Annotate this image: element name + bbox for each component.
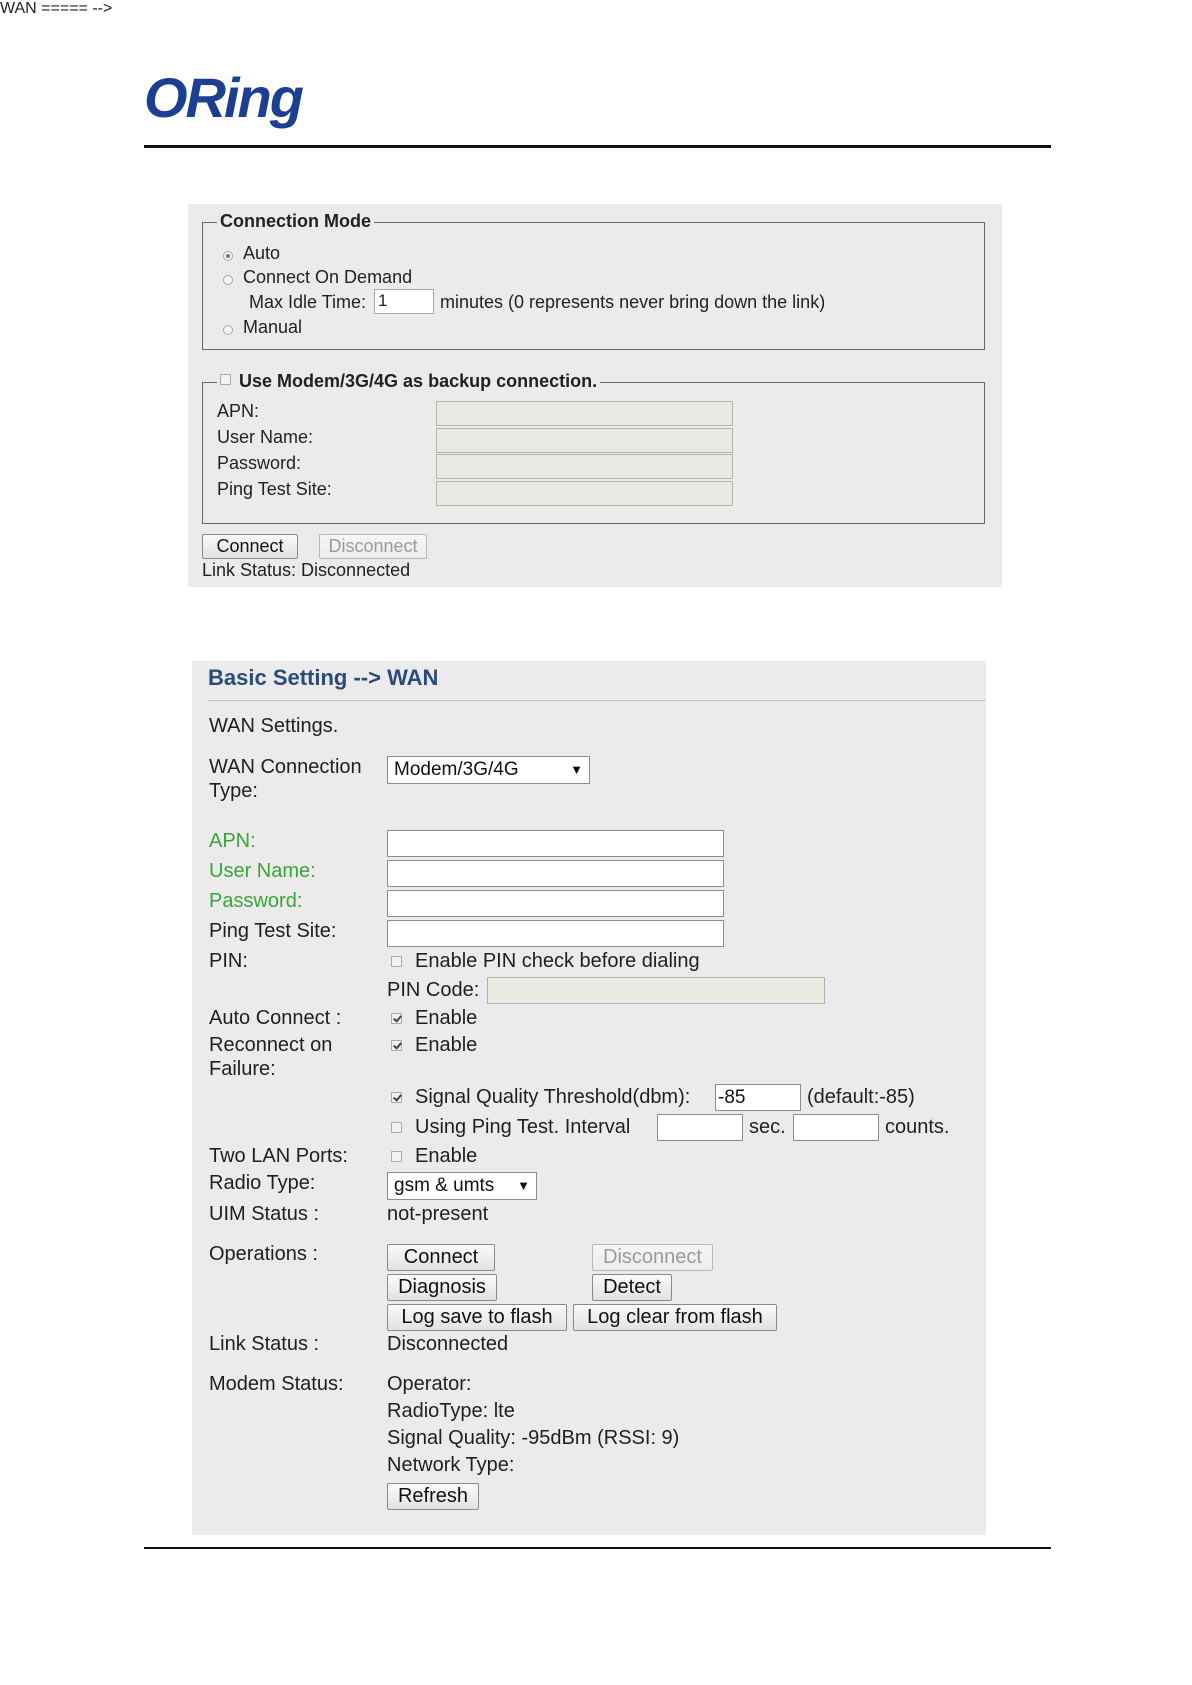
pin-code-label: PIN Code: <box>387 979 480 1001</box>
reconnect-label-line2: Failure: <box>209 1058 276 1080</box>
backup-password-label: Password: <box>217 453 302 473</box>
password-input[interactable] <box>387 890 724 917</box>
dropdown-arrow-icon: ▼ <box>570 762 583 777</box>
radio-type-label: Radio Type: <box>209 1172 316 1194</box>
auto-connect-check-label: Enable <box>415 1007 478 1029</box>
modem-network-type: Network Type: <box>387 1454 515 1476</box>
wan-type-value: Modem/3G/4G <box>394 759 519 780</box>
backup-ping-label: Ping Test Site: <box>217 479 332 499</box>
modem-radio-type: RadioType: lte <box>387 1400 515 1422</box>
link-status-value: Disconnected <box>387 1333 509 1355</box>
wan-type-label-line2: Type: <box>209 780 258 802</box>
panel1-connect-button[interactable]: Connect <box>202 534 298 559</box>
radio-auto-label: Auto <box>243 243 281 263</box>
username-label: User Name: <box>209 860 316 882</box>
radio-type-value: gsm & umts <box>394 1175 495 1196</box>
title-divider <box>208 700 986 701</box>
pin-check-checkbox[interactable] <box>391 956 402 967</box>
oring-logo: ORing <box>144 66 302 129</box>
pin-label: PIN: <box>209 950 248 972</box>
backup-checkbox[interactable] <box>220 374 231 385</box>
auto-connect-checkbox[interactable] <box>391 1013 402 1024</box>
wan-type-select[interactable] <box>387 756 590 784</box>
backup-apn-input[interactable] <box>436 401 733 426</box>
password-label: Password: <box>209 890 303 912</box>
backup-apn-label: APN: <box>217 401 260 421</box>
reconnect-checkbox[interactable] <box>391 1040 402 1051</box>
signal-threshold-label: Signal Quality Threshold(dbm): <box>415 1086 691 1108</box>
ping-test-label: Using Ping Test. Interval <box>415 1116 631 1138</box>
detect-button[interactable]: Detect <box>592 1274 672 1301</box>
modem-signal-quality: Signal Quality: -95dBm (RSSI: 9) <box>387 1427 680 1449</box>
wan-type-label-line1: WAN Connection <box>209 756 362 778</box>
two-lan-check-label: Enable <box>415 1145 478 1167</box>
radio-manual[interactable] <box>223 325 233 335</box>
header-divider <box>144 145 1051 148</box>
radio-connect-on-demand[interactable] <box>223 275 233 285</box>
ping-site-label: Ping Test Site: <box>209 920 337 942</box>
dropdown-arrow-icon: ▼ <box>517 1178 530 1193</box>
signal-threshold-checkbox[interactable] <box>391 1092 402 1103</box>
radio-type-select[interactable] <box>387 1172 537 1200</box>
backup-legend <box>217 371 600 392</box>
diagnosis-button[interactable]: Diagnosis <box>387 1274 497 1301</box>
signal-threshold-input[interactable]: -85 <box>715 1084 801 1111</box>
counts-label: counts. <box>885 1116 950 1138</box>
backup-password-input[interactable] <box>436 454 733 479</box>
max-idle-input[interactable]: 1 <box>374 289 434 314</box>
max-idle-label: Max Idle Time: <box>249 292 367 312</box>
wan-settings-subtitle: WAN Settings. <box>209 715 339 737</box>
signal-threshold-default: (default:-85) <box>807 1086 915 1108</box>
apn-label: APN: <box>209 830 256 852</box>
operations-label: Operations : <box>209 1243 318 1265</box>
sec-label: sec. <box>749 1116 786 1138</box>
log-save-button[interactable]: Log save to flash <box>387 1304 567 1331</box>
apn-input[interactable] <box>387 830 724 857</box>
disconnect-button[interactable]: Disconnect <box>592 1244 713 1271</box>
connection-mode-panel <box>188 204 1002 587</box>
pin-check-label: Enable PIN check before dialing <box>415 950 700 972</box>
connection-mode-legend: Connection Mode <box>217 211 374 232</box>
ping-interval-input[interactable] <box>657 1114 743 1141</box>
ping-site-input[interactable] <box>387 920 724 947</box>
modem-operator: Operator: <box>387 1373 472 1395</box>
pin-code-input[interactable] <box>487 977 825 1004</box>
reconnect-check-label: Enable <box>415 1034 478 1056</box>
uim-status-value: not-present <box>387 1203 489 1225</box>
backup-legend-text: Use Modem/3G/4G as backup connection. <box>239 371 598 391</box>
connect-button[interactable]: Connect <box>387 1244 495 1271</box>
max-idle-hint: minutes (0 represents never bring down the link) <box>440 292 826 312</box>
backup-ping-input[interactable] <box>436 481 733 506</box>
ping-counts-input[interactable] <box>793 1114 879 1141</box>
ping-test-checkbox[interactable] <box>391 1122 402 1133</box>
uim-status-label: UIM Status : <box>209 1203 320 1225</box>
panel1-link-status: Link Status: Disconnected <box>202 560 411 580</box>
two-lan-label: Two LAN Ports: <box>209 1145 348 1167</box>
username-input[interactable] <box>387 860 724 887</box>
modem-status-label: Modem Status: <box>209 1373 344 1395</box>
connection-mode-fieldset <box>202 211 985 350</box>
two-lan-checkbox[interactable] <box>391 1151 402 1162</box>
footer-divider <box>144 1547 1051 1549</box>
radio-connect-on-demand-label: Connect On Demand <box>243 267 413 287</box>
wan-settings-panel <box>192 661 986 1535</box>
radio-auto[interactable] <box>223 251 233 261</box>
panel1-disconnect-button[interactable]: Disconnect <box>319 534 427 559</box>
reconnect-label-line1: Reconnect on <box>209 1034 333 1056</box>
refresh-button[interactable]: Refresh <box>387 1483 479 1510</box>
link-status-label: Link Status : <box>209 1333 320 1355</box>
backup-username-label: User Name: <box>217 427 314 447</box>
backup-connection-fieldset <box>202 371 985 524</box>
log-clear-button[interactable]: Log clear from flash <box>573 1304 777 1331</box>
radio-manual-label: Manual <box>243 317 303 337</box>
page-title: Basic Setting --> WAN <box>208 665 439 690</box>
backup-username-input[interactable] <box>436 428 733 453</box>
auto-connect-label: Auto Connect : <box>209 1007 342 1029</box>
